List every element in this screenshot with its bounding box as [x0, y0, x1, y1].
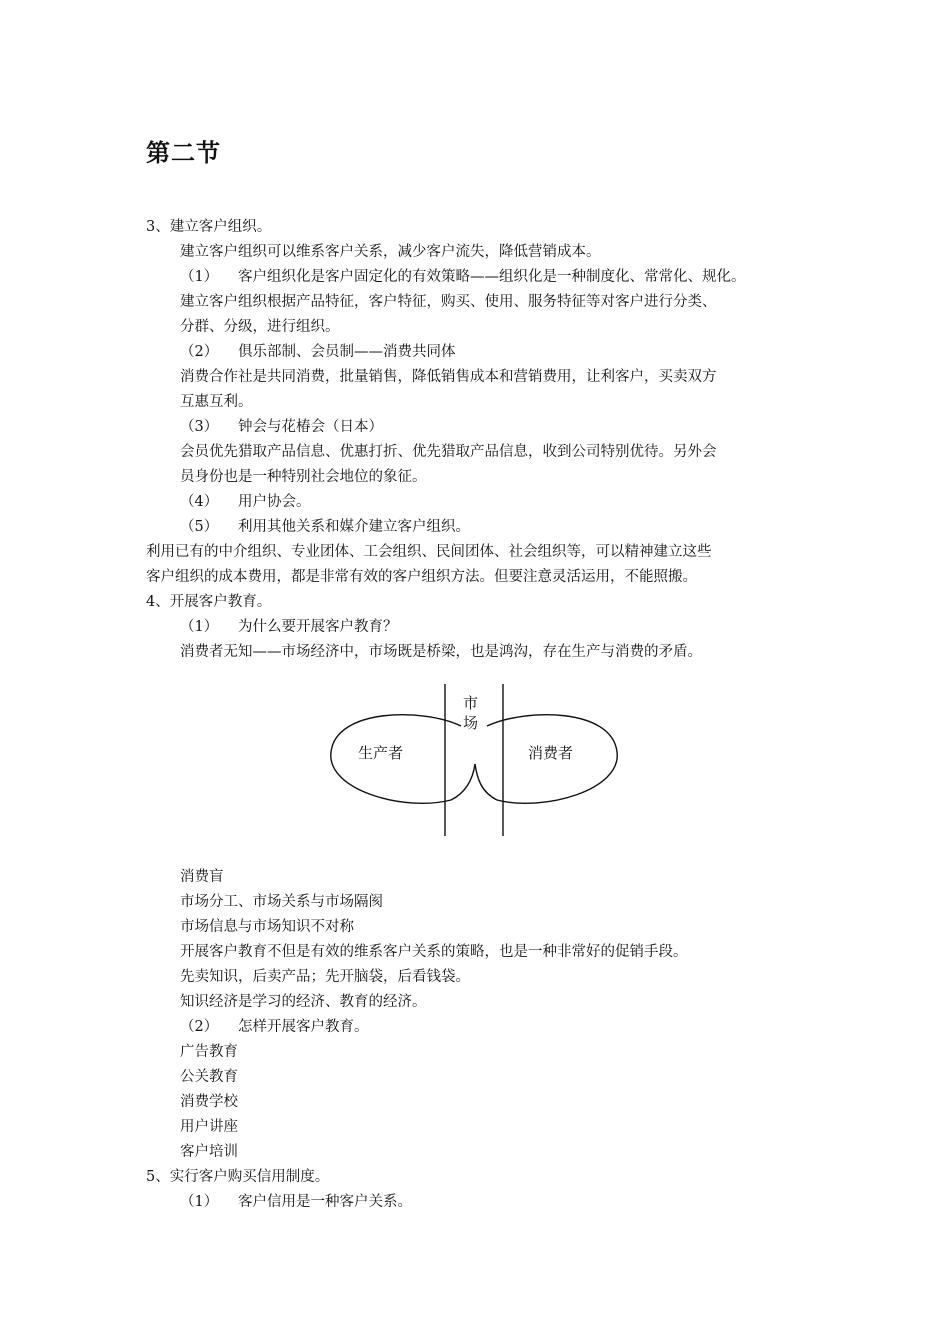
line-text: 先卖知识，后卖产品；先开脑袋，后看钱袋。: [180, 969, 470, 985]
text-line: [180, 268, 746, 286]
text-line: [180, 1043, 238, 1061]
text-line: [180, 518, 470, 536]
market-diagram: [320, 682, 630, 838]
line-text: 用户协会。: [238, 494, 311, 510]
line-text: 俱乐部制、会员制——消费共同体: [238, 344, 456, 360]
line-text: 客户培训: [180, 1144, 238, 1160]
text-line: [180, 993, 427, 1011]
text-line: [180, 443, 717, 461]
line-text: 5、实行客户购买信用制度。: [146, 1169, 330, 1185]
text-line: [180, 1093, 238, 1111]
text-line: [146, 568, 697, 586]
line-text: 知识经济是学习的经济、教育的经济。: [180, 994, 427, 1010]
producer-label: 生产者: [358, 744, 404, 762]
line-text: 3、建立客户组织。: [146, 219, 272, 235]
text-line: [180, 318, 340, 336]
line-text: 广告教育: [180, 1044, 238, 1060]
line-text: 4、开展客户教育。: [146, 594, 272, 610]
item-number: （2）: [180, 344, 219, 360]
section-heading: 第二节: [146, 139, 221, 167]
text-line: [180, 868, 224, 886]
text-line: [180, 1143, 238, 1161]
consumer-label: 消费者: [528, 744, 574, 762]
line-text: 消费者无知——市场经济中，市场既是桥梁，也是鸿沟，存在生产与消费的矛盾。: [180, 644, 702, 660]
line-text: 公关教育: [180, 1069, 238, 1085]
line-text: 为什么要开展客户教育？: [238, 619, 398, 635]
text-line: [180, 493, 311, 511]
item-number: （1）: [180, 1194, 219, 1210]
text-line: [180, 643, 702, 661]
text-line: [146, 593, 271, 611]
text-line: [180, 293, 717, 311]
line-text: 市场分工、市场关系与市场隔阂: [180, 894, 383, 910]
text-line: [180, 1068, 238, 1086]
text-line: [146, 543, 712, 561]
text-line: [180, 943, 688, 961]
line-text: 互惠互利。: [180, 394, 253, 410]
text-line: [180, 1018, 369, 1036]
line-text: 建立客户组织根据产品特征，客户特征，购买、使用、服务特征等对客户进行分类、: [180, 294, 717, 310]
text-line: [146, 218, 271, 236]
market-label-1: 市: [463, 694, 479, 712]
line-text: 客户信用是一种客户关系。: [238, 1194, 412, 1210]
text-line: [180, 368, 717, 386]
text-line: [180, 1118, 238, 1136]
item-number: （1）: [180, 269, 219, 285]
text-line: [180, 618, 398, 636]
text-line: [180, 468, 427, 486]
text-line: [180, 393, 253, 411]
line-text: 消费合作社是共同消费，批量销售，降低销售成本和营销费用，让利客户，买卖双方: [180, 369, 717, 385]
text-line: [180, 418, 383, 436]
line-text: 市场信息与市场知识不对称: [180, 919, 354, 935]
text-line: [180, 243, 601, 261]
line-text: 用户讲座: [180, 1119, 238, 1135]
line-text: 消费学校: [180, 1094, 238, 1110]
line-text: 分群、分级，进行组织。: [180, 319, 340, 335]
text-line: [180, 1193, 412, 1211]
text-line: [180, 893, 383, 911]
item-number: （5）: [180, 519, 219, 535]
line-text: 客户组织化是客户固定化的有效策略——组织化是一种制度化、常常化、规化。: [238, 269, 746, 285]
item-number: （4）: [180, 494, 219, 510]
text-line: [180, 918, 354, 936]
line-text: 消费盲: [180, 869, 224, 885]
line-text: 员身份也是一种特别社会地位的象征。: [180, 469, 427, 485]
line-text: 会员优先猎取产品信息、优惠打折、优先猎取产品信息，收到公司特别优待。另外会: [180, 444, 717, 460]
line-text: 利用其他关系和媒介建立客户组织。: [238, 519, 470, 535]
line-text: 客户组织的成本费用，都是非常有效的客户组织方法。但要注意灵活运用，不能照搬。: [146, 569, 697, 585]
text-line: [180, 968, 470, 986]
market-label-2: 场: [463, 714, 479, 732]
text-line: [146, 1168, 329, 1186]
item-number: （1）: [180, 619, 219, 635]
line-text: 建立客户组织可以维系客户关系，减少客户流失，降低营销成本。: [180, 244, 601, 260]
line-text: 开展客户教育不但是有效的维系客户关系的策略，也是一种非常好的促销手段。: [180, 944, 688, 960]
item-number: （3）: [180, 419, 219, 435]
line-text: 怎样开展客户教育。: [238, 1019, 369, 1035]
line-text: 钟会与花椿会（日本）: [238, 419, 383, 435]
text-line: [180, 343, 456, 361]
item-number: （2）: [180, 1019, 219, 1035]
line-text: 利用已有的中介组织、专业团体、工会组织、民间团体、社会组织等，可以精神建立这些: [146, 544, 712, 560]
